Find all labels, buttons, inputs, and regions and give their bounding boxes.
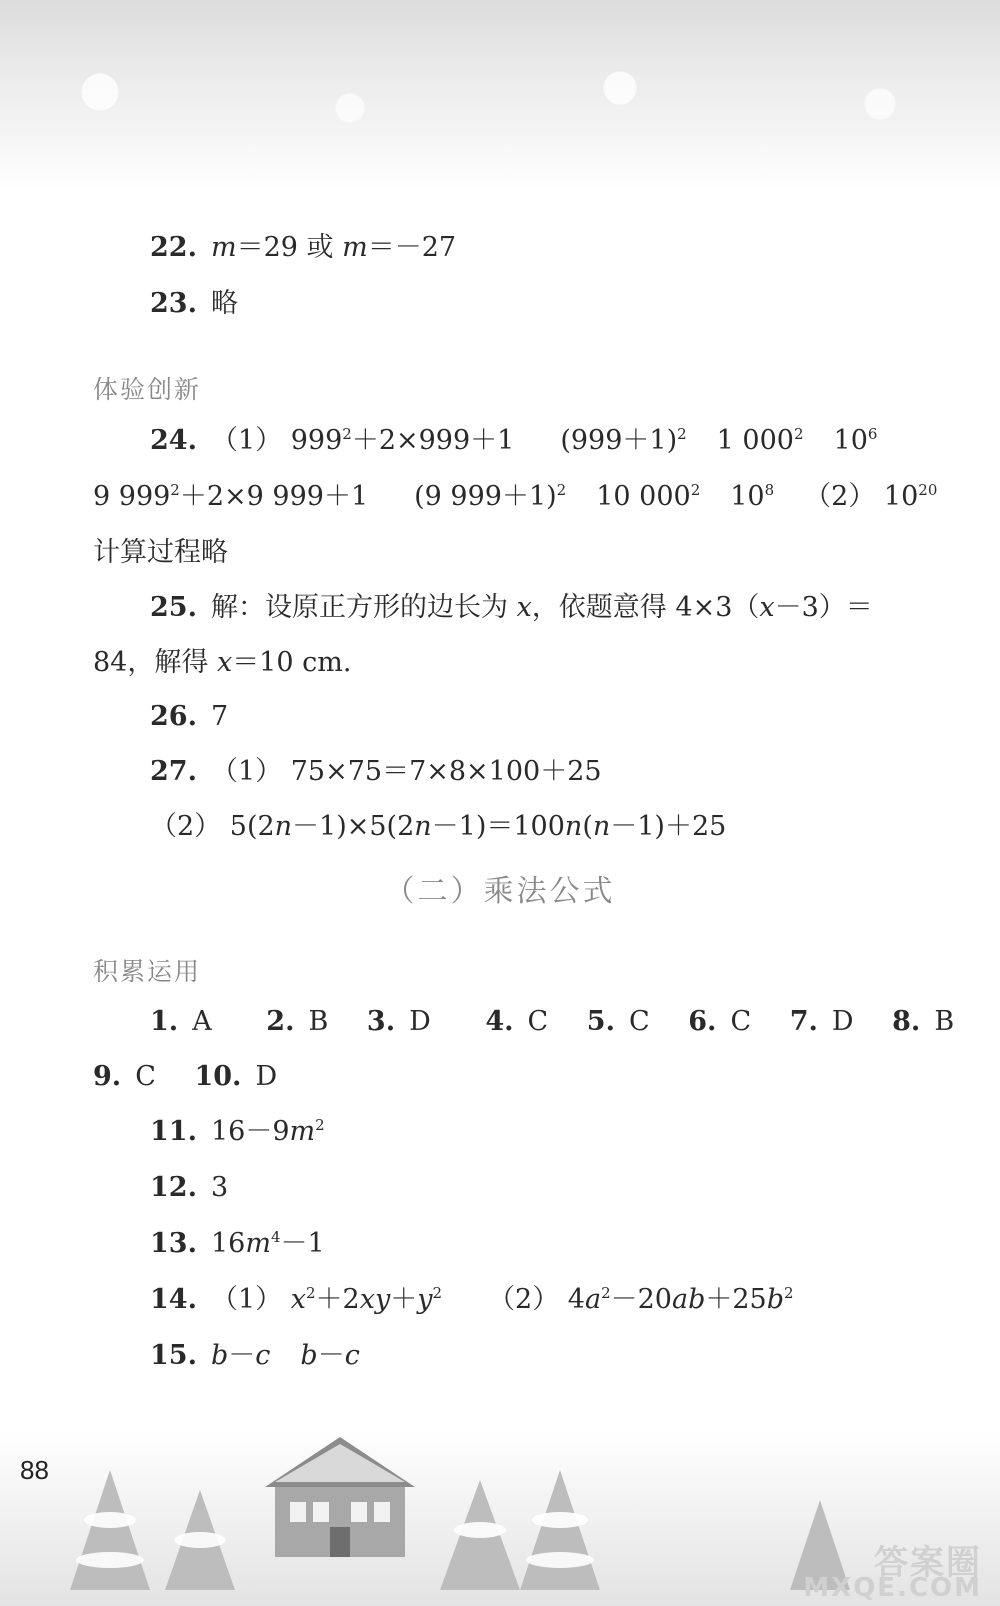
- mc-item: 5. C: [586, 1006, 650, 1037]
- answer-24-line1: 24. （1） $999^2+2\times 999+1$ $(999+1)^2$ 1 $000^2$ $10^6$: [150, 425, 878, 456]
- section-heading: 体验创新: [93, 375, 202, 404]
- answer-11: 11. $16-9m^2$: [150, 1116, 325, 1147]
- answer-27-line2: （2） 5(2n－1)×5(2n－1)＝100n(n－1)＋25: [150, 811, 727, 842]
- mc-item: 4. C: [485, 1006, 549, 1037]
- answer-13: 13. $16m^4-1$: [150, 1228, 325, 1259]
- section-heading: 积累运用: [93, 957, 202, 986]
- mc-item: 10. D: [194, 1061, 278, 1092]
- watermark-logo: 答案圈: [874, 1543, 982, 1583]
- multiple-choice-row-2: [93, 1061, 277, 1093]
- answer-26: 26. 7: [150, 701, 229, 732]
- answer-25-line1: 25. 解：设原正方形的边长为 x，依题意得 4×3（x－3）＝: [150, 592, 873, 623]
- answer-24-line2: 9 $999^2+2\times 9$ 999＋1 (9 999＋1)$^2$ 10 $000^2$ $10^8$ （2） $10^{20}$: [93, 481, 938, 512]
- answer-23: 23. 略: [150, 288, 238, 319]
- page-number: 88: [20, 1455, 49, 1485]
- watermark-url: MXQE.COM: [803, 1573, 982, 1603]
- mc-item: 9. C: [93, 1061, 156, 1092]
- mc-item: 2. B: [266, 1006, 329, 1037]
- mc-item: 7. D: [789, 1006, 854, 1037]
- answer-22: 22. m＝29 或 m＝－27: [150, 232, 457, 263]
- house-illustration: [255, 1432, 425, 1562]
- multiple-choice-row-1: [150, 1006, 954, 1038]
- subsection-title: （二）乘法公式: [384, 874, 616, 909]
- mc-item: 3. D: [366, 1006, 431, 1037]
- answer-24-line3: 计算过程略: [93, 537, 228, 568]
- answer-25-line2: 84，解得 x＝10 cm.: [93, 647, 352, 678]
- answer-14: 14. （1） $x^2+2xy+y^2$ （2） $4a^2-20ab+25b^2$: [150, 1284, 794, 1315]
- mc-item: 1. A: [150, 1006, 212, 1037]
- answer-27-line1: 27. （1） 75×75＝7×8×100＋25: [150, 756, 602, 787]
- answer-12: 12. 3: [150, 1172, 229, 1203]
- mc-item: 8. B: [892, 1006, 955, 1037]
- answer-15: 15. b－c b－c: [150, 1340, 360, 1371]
- top-decoration: [0, 0, 1000, 190]
- mc-item: 6. C: [688, 1006, 752, 1037]
